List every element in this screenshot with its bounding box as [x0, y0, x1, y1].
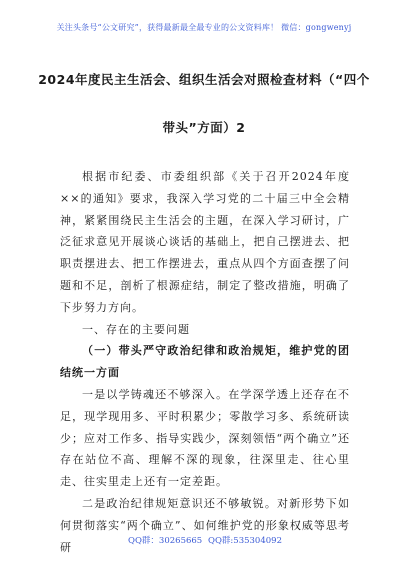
section-heading: 一、存在的主要问题	[82, 322, 190, 336]
subsection-heading: （一）带头严守政治纪律和政治规矩，维护党的团结统一方面	[60, 344, 350, 380]
document-title-line-1: 2024年度民主生活会、组织生活会对照检查材料（“四个	[38, 72, 370, 87]
footer-qq-group-2: QQ群:535304092	[208, 536, 282, 546]
intro-paragraph: 根据市纪委、市委组织部《关于召开2024年度××的通知》要求，我深入学习党的二十届三中全会精神，紧紧围绕民主生活会的主题，在深入学习研讨，广泛征求意见开展谈心谈话的基础上，把自己摆进去、把职责摆进去、把工作摆进去，重点从四个方面查摆了问题和不足，剖析了根源症结，制定了整改措施，明确了下步努力方向。	[60, 170, 350, 314]
footer-qq-group-1: QQ群：30265665	[128, 536, 203, 546]
body-paragraph: 二是政治纪律规矩意识还不够敏锐。对新形势下如何贯彻落实“两个确立”、如何维护党的形象权威等思考研	[60, 496, 350, 554]
header-watermark: 关注头条号“公文研究”，获得最新最全最专业的公文资料库！ 微信：gongwenyj	[56, 23, 352, 32]
document-body	[60, 166, 350, 558]
document-title-line-2: 带头”方面）2	[162, 120, 246, 135]
body-paragraph: 一是以学铸魂还不够深入。在学深学透上还存在不足，现学现用多、平时积累少；零散学习多、系统研读少；应对工作多、指导实践少，深刻领悟“两个确立”还存在站位不高、理解不深的现象，往深里走、往心里走、往实里走上还有一定差距。	[60, 387, 350, 489]
